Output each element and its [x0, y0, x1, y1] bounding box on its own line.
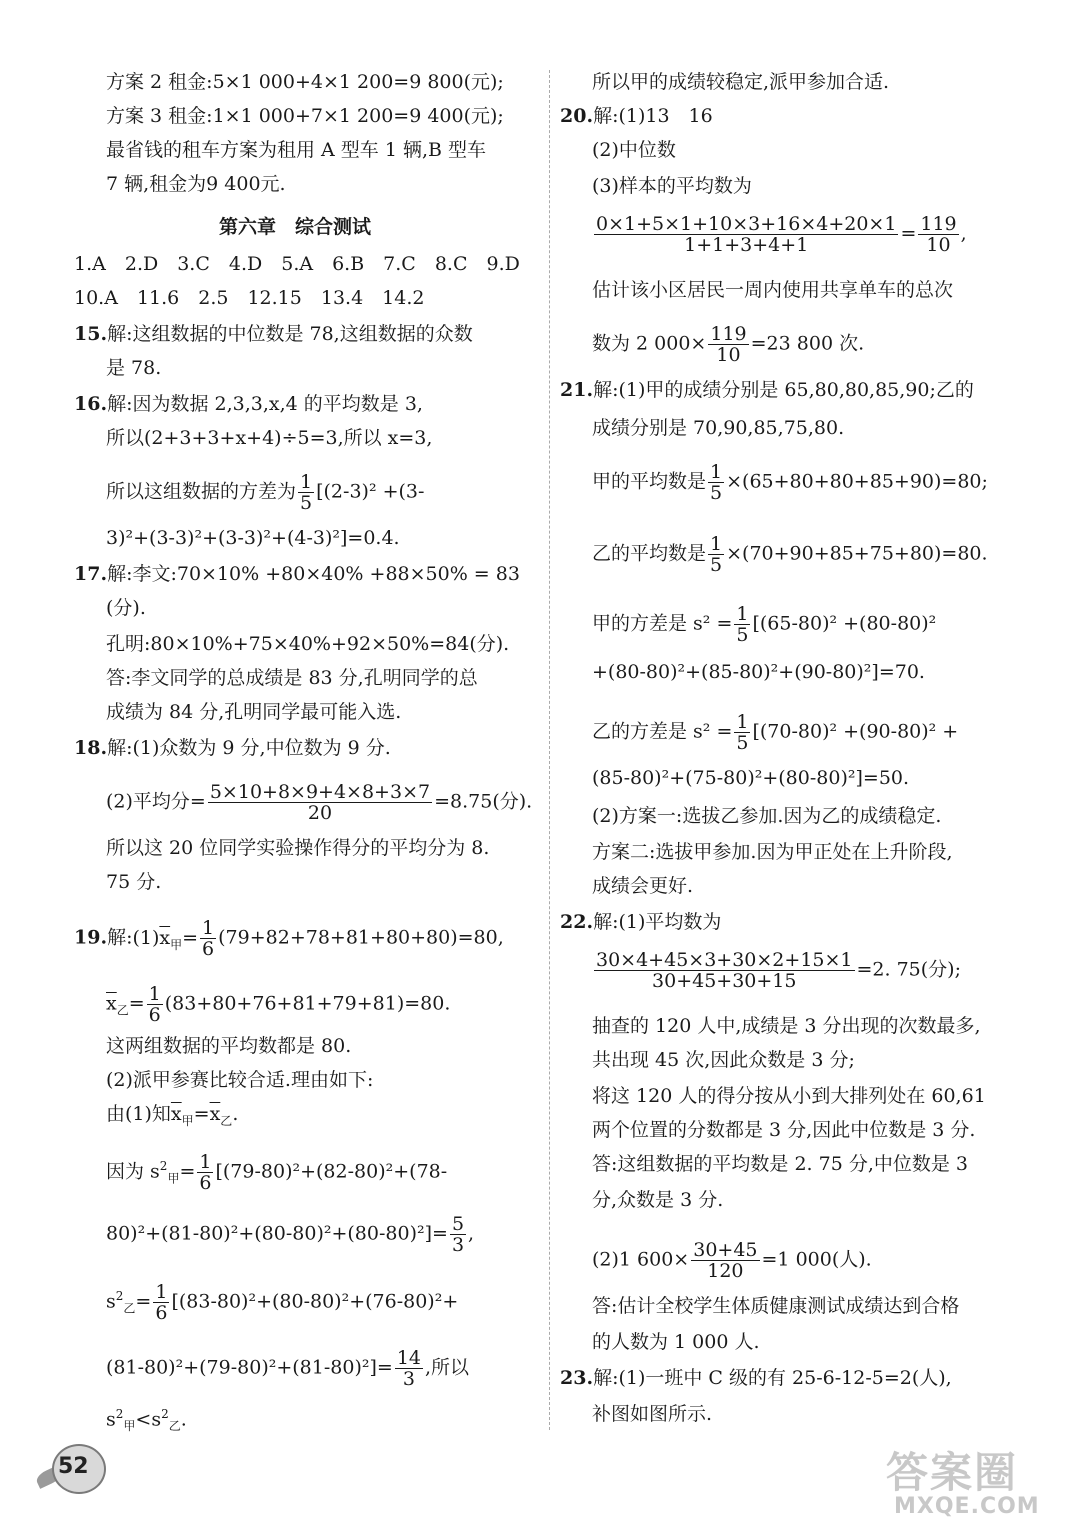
q22-line: 分,众数是 3 分. [592, 1189, 724, 1211]
q19-text: 由(1)知 [106, 1103, 171, 1125]
column-divider [549, 70, 550, 1430]
fraction [594, 950, 855, 991]
numerator: 1 [300, 471, 313, 493]
page-number-badge [34, 1440, 114, 1496]
q21-line [560, 604, 936, 645]
q19-text: ,所以 [425, 1356, 470, 1379]
q22-line [560, 910, 721, 934]
solution-label: 解: [107, 926, 133, 949]
numerator: 0×1+5×1+10×3+16×4+20×1 [596, 213, 897, 235]
q15-line: 是 78. [106, 357, 162, 379]
question-number: 17. [74, 563, 108, 585]
numerator: 30+45 [693, 1239, 758, 1261]
mean-symbol: $\overline{x}$ [170, 1103, 182, 1125]
question-number: 18. [74, 737, 108, 759]
q15-line [74, 322, 473, 346]
q19-line: (2)派甲参赛比较合适.理由如下: [106, 1069, 374, 1091]
fraction [153, 1282, 169, 1323]
q17-text: 李文:70×10% +80×40% +88×50% = 83 [132, 563, 520, 585]
denominator: 6 [148, 1004, 161, 1026]
q19-text: $(1)\overline{x}_甲=$ [132, 926, 199, 952]
q19-text: (79+82+78+81+80+80)=80, [218, 926, 504, 949]
q21-line: 成绩会更好. [592, 875, 694, 897]
solution-label: 解: [593, 379, 619, 401]
question-number: 20. [560, 105, 594, 127]
q16-line [74, 392, 423, 416]
denominator: 6 [202, 938, 215, 960]
answer-line [74, 252, 520, 276]
denominator: 10 [716, 344, 741, 366]
answer-line [74, 286, 424, 310]
q22-line [560, 1240, 872, 1281]
fraction [208, 782, 432, 823]
numerator: 5 [451, 1213, 465, 1235]
q16-text: 所以这组数据的方差为 [106, 480, 297, 503]
question-number: 22. [560, 911, 594, 933]
q17-line: 答:李文同学的总成绩是 83 分,孔明同学的总 [106, 667, 478, 689]
q19-text: [(83-80)²+(80-80)²+(76-80)²+ [171, 1290, 459, 1313]
q21-text: 甲的方差是 s² = [592, 612, 733, 635]
q19-text: [(79-80)²+(82-80)²+(78- [215, 1160, 448, 1183]
q21-text: 甲的平均数是 [592, 470, 707, 493]
q18-text: (1)众数为 9 分,中位数为 9 分. [132, 737, 391, 759]
numerator: 119 [710, 323, 747, 345]
q15-text: 这组数据的中位数是 78,这组数据的众数 [132, 323, 473, 345]
q21-text: [(70-80)² +(90-80)² + [752, 720, 959, 743]
fraction [691, 1240, 759, 1281]
q17-line: 成绩为 84 分,孔明同学最可能入选. [106, 701, 402, 723]
q18-line: 75 分. [106, 871, 162, 893]
q19-line: $s^2_乙=$ $\frac{1}{6}$ [(83-80)²+(80-80)²+(76-80)²+ [106, 1281, 459, 1324]
q19-line [74, 918, 504, 959]
q21-line [560, 712, 958, 753]
fraction [708, 324, 748, 365]
page-number: 52 [58, 1454, 89, 1479]
question-number: 19. [74, 926, 108, 949]
fraction [708, 462, 724, 503]
solution-label: 解: [107, 737, 133, 759]
numerator: 119 [920, 213, 957, 235]
denominator: 5 [300, 492, 313, 514]
fraction [708, 534, 724, 575]
denominator: 5 [710, 482, 723, 504]
q19-line: $s^2_甲<s^2_乙$. [106, 1407, 187, 1434]
q20-text: =23 800 次. [750, 332, 865, 355]
q21-line: 成绩分别是 70,90,85,75,80. [592, 417, 845, 439]
numerator: 1 [202, 917, 215, 939]
text-line: 7 辆,租金为9 400元. [106, 173, 286, 195]
q22-text: =2. 75(分); [856, 958, 961, 981]
fraction [734, 604, 750, 645]
subscript: 甲 [123, 1419, 136, 1434]
q18-line [74, 736, 391, 760]
text-line: 方案 2 租金:5×1 000+4×1 200=9 800(元); [106, 71, 504, 93]
text-line: 所以甲的成绩较稳定,派甲参加合适. [592, 71, 890, 93]
subscript: 乙 [220, 1113, 233, 1128]
numerator: 30×4+45×3+30×2+15×1 [596, 949, 853, 971]
fraction [734, 712, 750, 753]
fraction [200, 918, 216, 959]
denominator: 5 [736, 732, 749, 754]
denominator: 3 [451, 1234, 465, 1256]
q19-text: (81-80)²+(79-80)²+(81-80)²]= [106, 1356, 393, 1379]
denominator: 20 [307, 802, 333, 824]
subscript: 甲 [181, 1113, 194, 1128]
q19-line: 这两组数据的平均数都是 80. [106, 1035, 352, 1057]
q21-line [560, 378, 974, 402]
q22-line: 的人数为 1 000 人. [592, 1331, 760, 1353]
question-number: 23. [560, 1367, 594, 1389]
subscript: 甲 [167, 1171, 180, 1186]
q16-line: 3)²+(3-3)²+(3-3)²+(4-3)²]=0.4. [106, 527, 400, 549]
denominator: 6 [155, 1302, 168, 1324]
numerator: 1 [155, 1281, 168, 1303]
choice-answers-2: 10.A 11.6 2.5 12.15 13.4 14.2 [74, 287, 425, 309]
q19-text: 80)²+(81-80)²+(80-80)²+(80-80)²]= [106, 1222, 448, 1245]
subscript: 乙 [168, 1419, 181, 1434]
q20-text: (1)13 16 [618, 105, 713, 127]
q20-line [560, 104, 713, 128]
q20-line: (3)样本的平均数为 [592, 175, 752, 197]
numerator: 1 [199, 1151, 212, 1173]
q23-line [560, 1366, 952, 1390]
denominator: 1+1+3+4+1 [684, 234, 809, 256]
solution-label: 解: [593, 1367, 619, 1389]
denominator: 3 [402, 1368, 415, 1390]
solution-label: 解: [107, 393, 133, 415]
q21-line: (2)方案一:选拔乙参加.因为乙的成绩稳定. [592, 805, 942, 827]
q21-line [560, 534, 988, 575]
watermark-url: MXQE.COM [894, 1494, 1040, 1519]
q22-text: (1)平均数为 [618, 911, 722, 933]
denominator: 30+45+30+15 [652, 970, 797, 992]
numerator: 1 [710, 461, 723, 483]
subscript: 乙 [116, 1003, 129, 1018]
q21-text: 乙的平均数是 [592, 542, 707, 565]
q20-line: $\frac{0\times 1+5\times 1+10\times 3+16\times 4+20\times 1}{1+1+3+4+1}$ = $\frac{119}{10}$ , [596, 213, 967, 256]
mean-symbol: $\overline{x}$ [159, 926, 171, 949]
q21-text: ×(65+80+80+85+90)=80; [726, 470, 988, 493]
watermark-logo [880, 1440, 1055, 1530]
solution-label: 解: [593, 105, 619, 127]
fraction [395, 1348, 423, 1389]
q18-line [74, 782, 532, 823]
q16-text: 因为数据 2,3,3,x,4 的平均数是 3, [132, 393, 423, 415]
q19-line: $\overline{x}_乙=$ $\frac{1}{6}$ (83+80+76+81+79+81)=80. [106, 983, 451, 1026]
q21-text: 乙的方差是 s² = [592, 720, 733, 743]
q16-line: 所以(2+3+3+x+4)÷5=3,所以 x=3, [106, 427, 433, 449]
q19-line: 由(1)知$\overline{x}_甲=\overline{x}_乙$. [106, 1103, 239, 1128]
q21-line [560, 462, 988, 503]
q17-line: (分). [106, 597, 146, 619]
q21-text: ×(70+90+85+75+80)=80. [726, 542, 988, 565]
fraction [147, 984, 163, 1025]
subscript: 乙 [123, 1301, 136, 1316]
q22-line [560, 950, 961, 991]
mean-symbol: $\overline{x}$ [209, 1103, 221, 1125]
q17-line [74, 562, 520, 586]
denominator: 5 [736, 624, 749, 646]
question-number: 16. [74, 393, 108, 415]
solution-label: 解: [593, 911, 619, 933]
numerator: 1 [710, 533, 723, 555]
fraction [450, 1214, 466, 1255]
question-number: 15. [74, 323, 108, 345]
q23-text: (1)一班中 C 级的有 25-6-12-5=2(人), [618, 1367, 952, 1389]
q18-text: (2)平均分= [106, 790, 206, 813]
watermark-text: 答案圈 [886, 1448, 1019, 1497]
q22-line: 答:这组数据的平均数是 2. 75 分,中位数是 3 [592, 1153, 968, 1175]
denominator: 120 [707, 1260, 744, 1282]
solution-label: 解: [107, 563, 133, 585]
q22-text: =1 000(人). [761, 1248, 872, 1271]
q16-line [74, 472, 424, 513]
q22-line: 抽查的 120 人中,成绩是 3 分出现的次数最多, [592, 1015, 981, 1037]
fraction [918, 214, 958, 255]
question-number: 21. [560, 379, 594, 401]
q21-line: (85-80)²+(75-80)²+(80-80)²]=50. [592, 767, 910, 789]
denominator: 5 [710, 554, 723, 576]
numerator: 1 [736, 711, 749, 733]
q19-text: <s [135, 1408, 162, 1431]
choice-answers-1: 1.A 2.D 3.C 4.D 5.A 6.B 7.C 8.C 9.D [74, 253, 520, 275]
text-line: 方案 3 租金:1×1 000+7×1 200=9 400(元); [106, 105, 504, 127]
denominator: 6 [199, 1172, 212, 1194]
fraction [594, 214, 898, 255]
q19-line: 80)²+(81-80)²+(80-80)²+(80-80)²]= $\frac{5}{3}$ , [106, 1213, 475, 1256]
numerator: 1 [736, 603, 749, 625]
q19-line [74, 1348, 469, 1389]
q17-line: 孔明:80×10%+75×40%+92×50%=84(分). [106, 633, 510, 655]
chapter-heading: 第六章 综合测试 [219, 216, 372, 238]
numerator: 1 [148, 983, 161, 1005]
q21-text: [(65-80)² +(80-80)² [752, 612, 937, 635]
q16-text: [(2-3)² +(3- [316, 480, 425, 503]
q18-line: 所以这 20 位同学实验操作得分的平均分为 8. [106, 837, 490, 859]
q21-line: 方案二:选拔甲参加.因为甲正处在上升阶段, [592, 841, 953, 863]
q22-line: 答:估计全校学生体质健康测试成绩达到合格 [592, 1295, 960, 1317]
q20-text: 数为 2 000× [592, 332, 707, 355]
q19-text: 因为 s [106, 1160, 160, 1183]
q22-line: 将这 120 人的得分按从小到大排列处在 60,61 [592, 1085, 986, 1107]
q21-line: +(80-80)²+(85-80)²+(90-80)²]=70. [592, 661, 925, 683]
q21-text: (1)甲的成绩分别是 65,80,80,85,90;乙的 [618, 379, 974, 401]
denominator: 10 [926, 234, 951, 256]
fraction [298, 472, 314, 513]
q20-line: 估计该小区居民一周内使用共享单车的总次 [592, 279, 954, 301]
q19-line: 因为 $s^2_甲=$ $\frac{1}{6}$ [(79-80)²+(82-80)²+(78- [106, 1151, 448, 1194]
numerator: 5×10+8×9+4×8+3×7 [209, 781, 431, 803]
q19-text: (83+80+76+81+79+81)=80. [164, 992, 451, 1015]
subscript: 甲 [170, 937, 183, 952]
q20-line [560, 324, 864, 365]
q18-text: =8.75(分). [434, 790, 533, 813]
mean-symbol: $\overline{x}$ [106, 992, 117, 1015]
q20-line: (2)中位数 [592, 139, 676, 161]
q22-line: 共出现 45 次,因此众数是 3 分; [592, 1049, 855, 1071]
q23-line: 补图如图所示. [592, 1403, 713, 1425]
numerator: 14 [396, 1347, 422, 1369]
solution-label: 解: [107, 323, 133, 345]
text-line: 最省钱的租车方案为租用 A 型车 1 辆,B 型车 [106, 139, 487, 161]
q22-line: 两个位置的分数都是 3 分,因此中位数是 3 分. [592, 1119, 976, 1141]
q22-text: (2)1 600× [592, 1248, 690, 1271]
fraction [197, 1152, 213, 1193]
